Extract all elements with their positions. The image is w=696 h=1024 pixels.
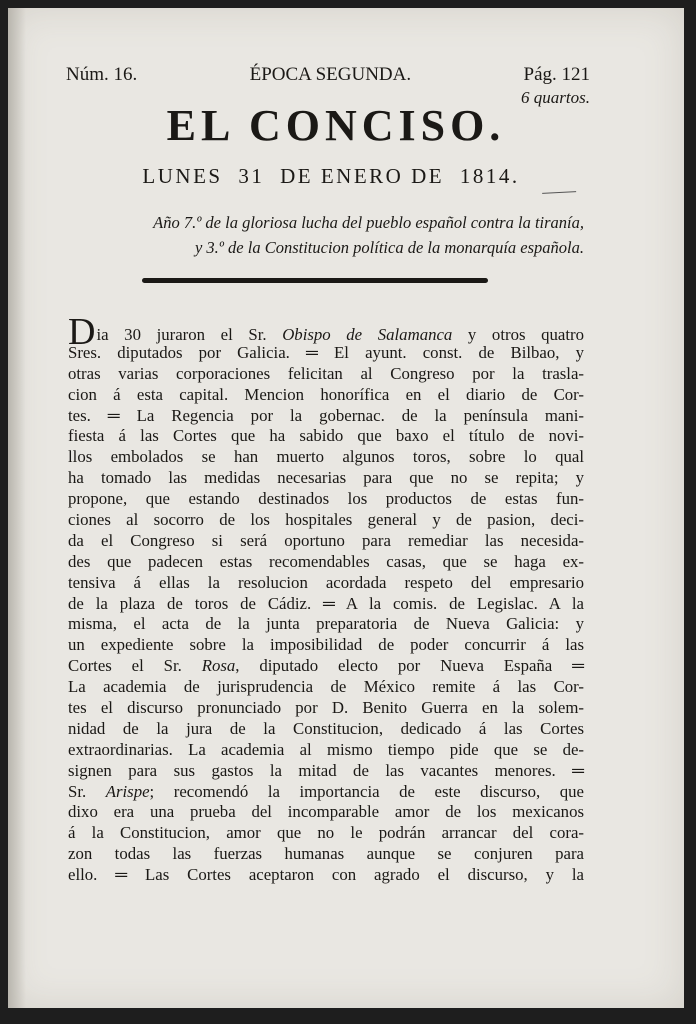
text-line: de la plaza de toros de Cádiz. ═ A la comis. de Legislac. A la bbox=[68, 593, 584, 613]
section-rule bbox=[142, 278, 488, 283]
text-run-italic: Obispo de Salamanca bbox=[282, 325, 453, 344]
text-line: tes el discurso pronunciado por D. Benito Guerra en la solem- bbox=[68, 698, 584, 718]
text-run: , diputado electo por Nueva España ═ bbox=[235, 656, 585, 676]
text-run: Sr. bbox=[68, 781, 106, 801]
issue-number: Núm. 16. bbox=[66, 64, 138, 85]
newspaper-page bbox=[8, 8, 684, 1008]
text-line: ha tomado las medidas necesarias para que no se repita; y bbox=[68, 468, 584, 488]
text-line: zon todas las fuerzas humanas aunque se conjuren para bbox=[68, 844, 584, 864]
text-line: ello. ═ Las Cortes aceptaron con agrado el discurso, y la bbox=[68, 865, 584, 885]
text-line: tensiva á ellas la resolucion acordada respeto del empresario bbox=[68, 572, 584, 592]
text-line: misma, el acta de la junta preparatoria de Nueva Galicia: y bbox=[68, 614, 584, 634]
text-line bbox=[68, 782, 584, 803]
text-line: dixo era una prueba del incomparable amor de los mexicanos bbox=[68, 802, 584, 822]
text-line: extraordinarias. La academia al mismo tiempo pide que se de- bbox=[68, 739, 584, 759]
text-run-italic: Arispe bbox=[105, 781, 150, 801]
epoch-label: ÉPOCA SEGUNDA. bbox=[249, 64, 412, 85]
text-line: llos embolados se han muerto algunos toros, sobre lo qual bbox=[68, 447, 584, 467]
date-weekday: LUNES bbox=[142, 164, 223, 188]
text-run: ia 30 juraron el Sr. bbox=[96, 325, 283, 344]
epigraph bbox=[66, 210, 584, 260]
text-line: La academia de jurisprudencia de México remite á las Cor- bbox=[68, 677, 584, 697]
text-line: fiesta á las Cortes que ha sabido que baxo el título de novi- bbox=[68, 426, 584, 446]
text-run: Cortes el Sr. bbox=[68, 656, 202, 676]
text-line: da el Congreso si será oportuno para remediar las necesida- bbox=[68, 530, 584, 550]
flourish-mark bbox=[542, 185, 576, 194]
text-line: un expediente sobre la imposibilidad de poder concurrir á las bbox=[68, 635, 584, 655]
article-body bbox=[68, 311, 585, 886]
text-line: otras varias corporaciones felicitan al Congreso por la trasla- bbox=[68, 363, 584, 383]
epigraph-line: Año 7.º de la gloriosa lucha del pueblo español contra la tiranía, bbox=[153, 213, 584, 232]
text-line bbox=[68, 656, 584, 677]
date-day: 31 bbox=[238, 164, 265, 188]
header-row bbox=[66, 64, 590, 86]
epigraph-line: y 3.º de la Constitucion política de la monarquía española. bbox=[194, 238, 584, 257]
page-number: Pág. 121 bbox=[523, 64, 590, 85]
text-line: signen para sus gastos la mitad de las vacantes menores. ═ bbox=[68, 760, 584, 780]
date-line bbox=[8, 164, 684, 189]
text-run: ; recomendó la importancia de este discurso, que bbox=[149, 781, 584, 801]
text-line: des que padecen estas recomendables casas, que se haga ex- bbox=[68, 551, 584, 571]
text-line: ciones al socorro de los hospitales general y de pasion, deci- bbox=[68, 510, 584, 530]
text-run: y otros quatro bbox=[452, 325, 584, 344]
date-year: 1814. bbox=[459, 164, 520, 188]
text-line: á la Constitucion, amor que no le podrán arrancar del cora- bbox=[68, 823, 584, 843]
text-line: propone, que estando destinados los productos de estas fun- bbox=[68, 489, 584, 509]
price-label: 6 quartos. bbox=[521, 88, 590, 107]
text-line: tes. ═ La Regencia por la gobernac. de la península mani- bbox=[68, 405, 584, 425]
date-month: DE ENERO DE bbox=[280, 164, 445, 188]
text-line: Sres. diputados por Galicia. ═ El ayunt. const. de Bilbao, y bbox=[68, 342, 584, 362]
masthead-title: EL CONCISO. bbox=[166, 101, 506, 150]
text-line: cion á esta capital. Mencion honorífica en el diario de Cor- bbox=[68, 384, 584, 404]
drop-cap: D bbox=[68, 311, 96, 353]
text-run-italic: Rosa bbox=[201, 656, 236, 676]
text-line: nidad de la jura de la Constitucion, dedicado á las Cortes bbox=[68, 718, 584, 738]
